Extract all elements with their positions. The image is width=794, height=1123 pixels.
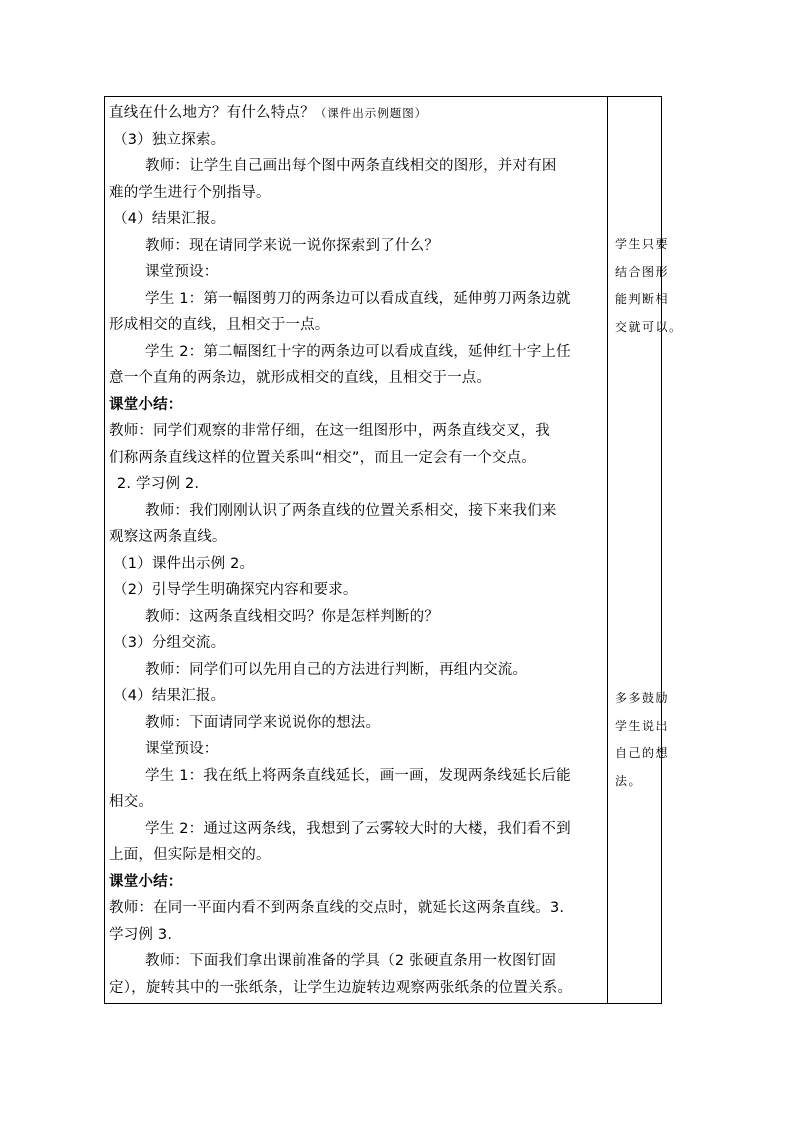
teacher-note-2 [615,685,670,795]
note-line: 能判断相 [615,292,670,306]
note-line: 法。 [615,773,643,788]
text-line: （3）分组交流。 [113,635,226,651]
text-line: 课堂预设： [145,264,219,280]
text-line: （1）课件出示例 2。 [113,555,255,572]
text-line: 难的学生进行个别指导。 [109,184,271,201]
section-heading: 课堂小结： [109,873,183,890]
text-line: 教师：下面请同学来说说你的想法。 [145,714,381,731]
text-line: 教师：这两条直线相交吗？你是怎样判断的？ [145,608,439,625]
text-line: 形成相交的直线，且相交于一点。 [109,317,330,333]
section-heading: 2. 学习例 2. [117,476,200,492]
text-line: （4）结果汇报。 [113,688,226,704]
text-line: 教师：让学生自己画出每个图中两条直线相交的图形，并对有困 [145,158,557,174]
text-line: 们称两条直线这样的位置关系叫“相交”，而且一定会有一个交点。 [109,449,537,466]
text-line: （4）结果汇报。 [113,211,226,227]
lesson-table [104,96,683,1004]
text-line: 学生 2：通过这两条线，我想到了云雾较大时的大楼，我们看不到 [145,820,571,837]
text-line: 课堂预设： [145,741,219,757]
text-line: 教师：同学们观察的非常仔细，在这一组图形中，两条直线交叉，我 [109,423,550,439]
text-line: 教师：我们刚刚认识了两条直线的位置关系相交，接下来我们来 [145,502,557,519]
text-line: 学生 1：我在纸上将两条直线延长，画一画，发现两条线延长后能 [145,767,571,784]
text-line: 教师：同学们可以先用自己的方法进行判断，再组内交流。 [145,661,528,678]
column-divider [607,97,608,1003]
note-line: 多多鼓励 [615,691,670,705]
text-line: 学习例 3. [109,926,173,943]
note-line: 交就可以。 [615,319,683,334]
teacher-note-1 [615,231,683,341]
text-line: 定），旋转其中的一张纸条，让学生边旋转边观察两张纸条的位置关系。 [109,979,573,996]
text-line: 直线在什么地方？有什么特点？（课件出示例题图） [109,105,428,121]
text-line: 观察这两条直线。 [109,529,227,545]
courseware-note: （课件出示例题图） [314,106,428,120]
text-line: 学生 2：第二幅图红十字的两条边可以看成直线，延伸红十字上任 [145,343,571,360]
note-line: 自己的想 [615,746,670,760]
text-line: 教师：下面我们拿出课前准备的学具（2 张硬直条用一枚图钉固 [145,953,557,969]
note-line: 学生只要 [615,237,670,251]
text-line: （3）独立探索。 [113,131,226,148]
text-line: 学生 1：第一幅图剪刀的两条边可以看成直线，延伸剪刀两条边就 [145,290,571,307]
text-line: 相交。 [109,794,154,810]
text-line: （2）引导学生明确探究内容和要求。 [113,582,358,598]
text-line: 意一个直角的两条边，就形成相交的直线，且相交于一点。 [109,370,492,386]
text-line: 教师：现在请同学来说一说你探索到了什么？ [145,237,439,254]
lesson-content [109,100,603,1001]
text-line: 上面，但实际是相交的。 [109,847,271,863]
note-line: 结合图形 [615,264,670,279]
text-line: 教师：在同一平面内看不到两条直线的交点时，就延长这两条直线。3. [109,900,565,916]
section-heading: 课堂小结： [109,396,183,413]
note-line: 学生说出 [615,718,670,733]
